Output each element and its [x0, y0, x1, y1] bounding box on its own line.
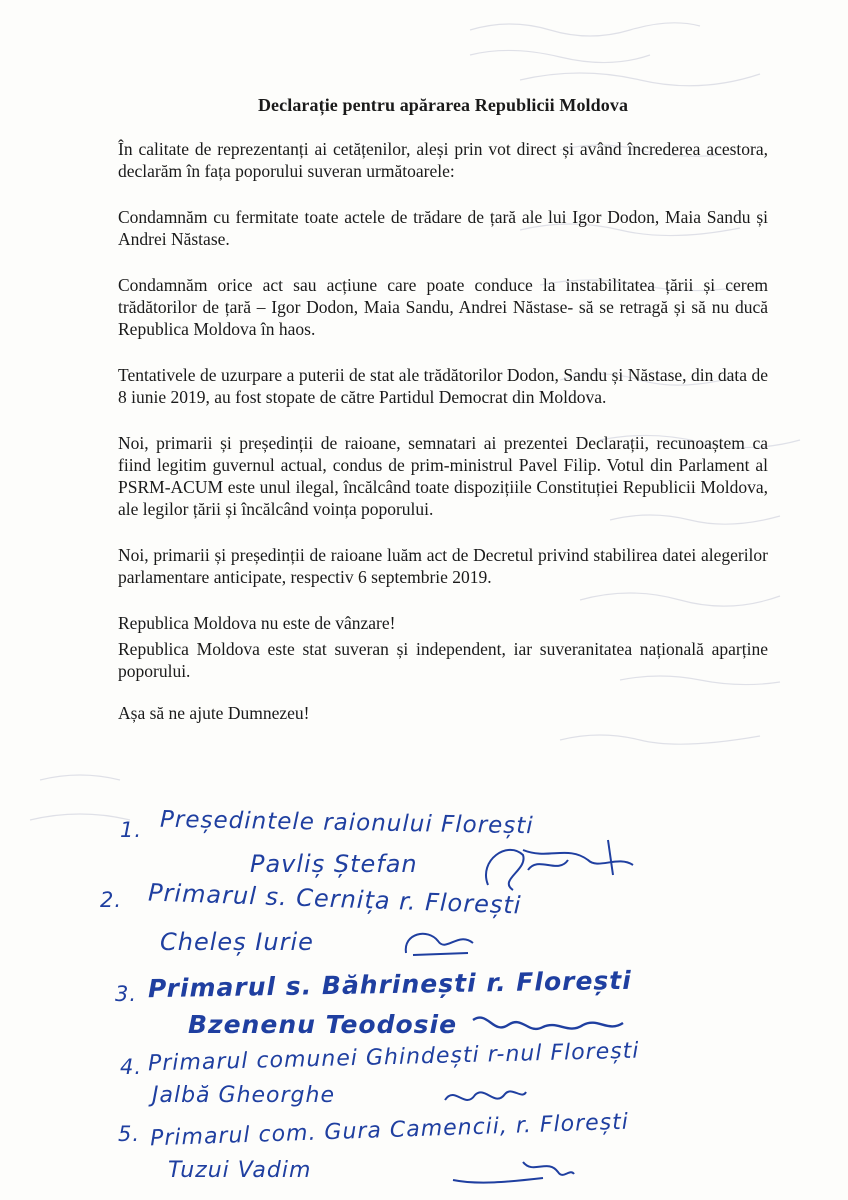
paragraph-1: În calitate de reprezentanți ai cetățenilor, aleși prin vot direct și având încrederea acestora, declarăm în fața poporului suveran următoarele: [118, 139, 768, 181]
signature-3-name: Bzenenu Teodosie [188, 1010, 458, 1039]
signature-block [0, 800, 848, 1200]
signature-4-mark [440, 1080, 530, 1115]
signature-5-mark [448, 1150, 578, 1190]
signature-1-mark [468, 830, 643, 900]
declaration-body [118, 95, 768, 724]
paragraph-2: Condamnăm cu fermitate toate actele de trădare de țară ale lui Igor Dodon, Maia Sandu și Andrei Năstase. [118, 207, 768, 249]
signature-4-number: 4. [120, 1055, 143, 1079]
signature-4-name: Jalbă Gheorghe [152, 1083, 335, 1108]
signature-5-number: 5. [118, 1122, 141, 1146]
slogan-2: Republica Moldova este stat suveran și independent, iar suveranitatea națională aparține poporului. [118, 639, 768, 681]
signature-2-number: 2. [100, 888, 123, 912]
signature-1-number: 1. [120, 818, 143, 842]
signature-5-name: Tuzui Vadim [168, 1158, 312, 1183]
signature-1-name: Pavliș Ștefan [250, 850, 418, 878]
document-title: Declarație pentru apărarea Republicii Moldova [257, 95, 629, 115]
paragraph-6: Noi, primarii și președinții de raioane luăm act de Decretul privind stabilirea datei alegerilor parlamentare anticipate, respectiv 6 septembrie 2019. [118, 545, 768, 587]
signature-3-role: Primarul s. Băhrinești r. Florești [147, 965, 633, 1004]
signature-1-role: Președintele raionului Florești [159, 806, 534, 840]
signature-2-name: Cheleș Iurie [160, 928, 314, 956]
signature-4-role: Primarul comunei Ghindești r-nul Florești [147, 1038, 640, 1077]
signature-5-role: Primarul com. Gura Camencii, r. Florești [149, 1109, 630, 1152]
signature-3-number: 3. [115, 982, 138, 1006]
closing-line: Așa să ne ajute Dumnezeu! [118, 703, 310, 723]
paragraph-5: Noi, primarii și președinții de raioane, semnatari ai prezentei Declarații, recunoaștem ca fiind legitim guvernul actual, condus de prim-ministrul Pavel Filip. Votul din Parlament al PSRM-ACUM este unul ilegal, încălcând toate dispozițiile Constituției Republicii Moldova, ale legilor țării și încălcând voința poporului. [118, 433, 768, 519]
slogan-1: Republica Moldova nu este de vânzare! [118, 613, 396, 633]
paragraph-4: Tentativele de uzurpare a puterii de stat ale trădătorilor Dodon, Sandu și Năstase, din data de 8 iunie 2019, au fost stopate de către Partidul Democrat din Moldova. [118, 365, 768, 407]
signature-2-role: Primarul s. Cernița r. Florești [147, 878, 522, 920]
signature-2-mark [398, 923, 483, 963]
paragraph-3: Condamnăm orice act sau acțiune care poate conduce la instabilitatea țării și cerem trădătorilor de țară – Igor Dodon, Maia Sandu, Andrei Năstase- să se retragă și să nu ducă Republica Moldova în haos. [118, 275, 768, 339]
